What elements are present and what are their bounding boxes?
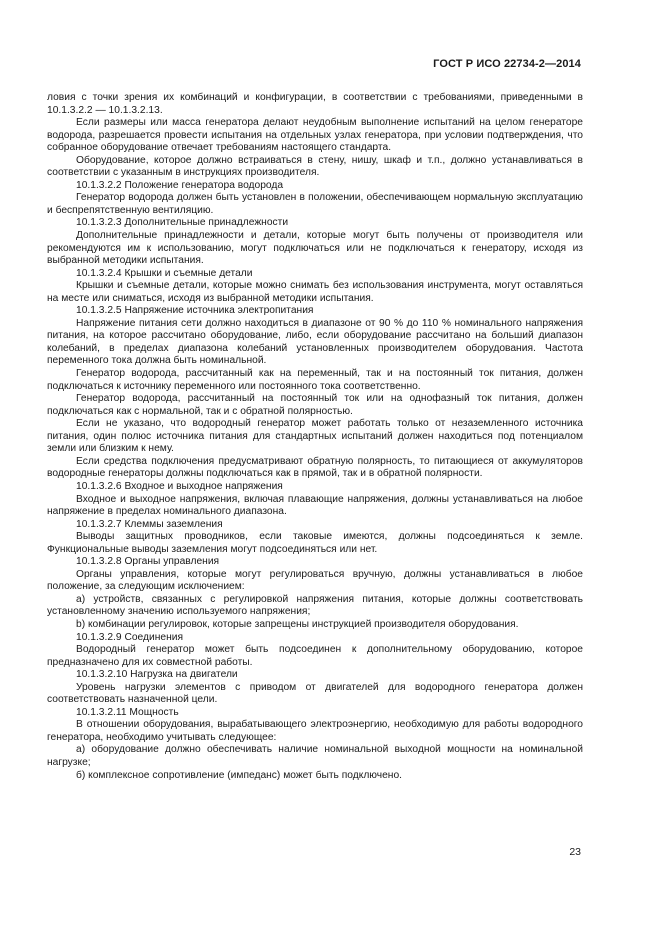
paragraph: б) комплексное сопротивление (импеданс) может быть подключено. [76,769,403,781]
paragraph: Если размеры или масса генератора делают неудобным выполнение испытаний на целом генераторе водорода, разрешается провести испытания на отдельных узлах генератора, при условии подтверждения, что собранное оборудование отвечает требованиям настоящего стандарта. [47,117,583,154]
paragraph: Напряжение питания сети должно находиться в диапазоне от 90 % до 110 % номинального напряжения питания, на которое рассчитано оборудование, либо, если оборудование рассчитано на больший диапазон колебаний, в пределах диапазона колебаний установленных производителем оборудования. Частота переменного тока должна быть номинальной. [47,317,583,367]
section-heading: 10.1.3.2.11 Мощность [76,706,179,718]
paragraph: Если средства подключения предусматривают обратную полярность, то питающиеся от аккумуляторов водородные генераторы должны подключаться как в прямой, так и в обратной полярности. [47,455,583,480]
paragraph: b) комбинации регулировок, которые запрещены инструкцией производителя оборудования. [76,618,519,630]
paragraph: Крышки и съемные детали, которые можно снимать без использования инструмента, могут оставляться на месте или сниматься, исходя из выбранной методики испытания. [47,280,583,304]
document-header: ГОСТ Р ИСО 22734-2—2014 [433,58,581,70]
section-heading: 10.1.3.2.7 Клеммы заземления [76,518,223,530]
section-heading: 10.1.3.2.9 Соединения [76,631,184,643]
paragraph: Генератор водорода, рассчитанный как на переменный, так и на постоянный ток питания, должен подключаться к источнику переменного или постоянного тока соответственно. [47,368,583,392]
paragraph: Входное и выходное напряжения, включая плавающие напряжения, должны устанавливаться на любое напряжение в пределах номинального диапазона. [47,493,583,518]
section-heading: 10.1.3.2.5 Напряжение источника электропитания [76,305,314,317]
paragraph: Выводы защитных проводников, если таковые имеются, должны подсоединяться к земле. Функциональные выводы заземления могут подсоединяться или нет. [47,531,583,555]
document-body [47,92,583,782]
paragraph: Оборудование, которое должно встраиваться в стену, нишу, шкаф и т.п., должно устанавливаться в соответствии с указанным в инструкциях производителя. [47,154,583,179]
paragraph: Генератор водорода, рассчитанный на постоянный ток или на однофазный ток питания, должен подключаться как с нормальной, так и с обратной полярностью. [47,393,583,417]
section-heading: 10.1.3.2.4 Крышки и съемные детали [76,267,253,279]
section-heading: 10.1.3.2.3 Дополнительные принадлежности [76,217,289,229]
paragraph: Генератор водорода должен быть установлен в положении, обеспечивающем нормальную эксплуатацию и беспрепятственную вентиляцию. [47,192,583,216]
section-heading: 10.1.3.2.2 Положение генератора водорода [76,179,284,191]
section-heading: 10.1.3.2.6 Входное и выходное напряжения [76,480,283,492]
paragraph: Водородный генератор может быть подсоединен к дополнительному оборудованию, которое предназначено для их совместной работы. [47,644,583,668]
paragraph: Органы управления, которые могут регулироваться вручную, должны устанавливаться в любое положение, за следующим исключением: [47,568,583,593]
paragraph: ловия с точки зрения их комбинаций и конфигурации, в соответствии с требованиями, приведенными в 10.1.3.2.2 — 10.1.3.2.13. [47,92,583,116]
section-heading: 10.1.3.2.10 Нагрузка на двигатели [76,669,238,681]
paragraph: а) оборудование должно обеспечивать наличие номинальной выходной мощности на номинальной нагрузке; [47,744,583,768]
paragraph: а) устройств, связанных с регулировкой напряжения питания, которые должны соответствовать установленному значению используемого напряжения; [47,593,583,618]
section-heading: 10.1.3.2.8 Органы управления [76,556,220,568]
page-number: 23 [569,846,581,858]
paragraph: В отношении оборудования, вырабатывающего электроэнергию, необходимую для работы водородного генератора, необходимо учитывать следующее: [47,719,583,743]
paragraph: Дополнительные принадлежности и детали, которые могут быть получены от производителя или рекомендуются им к использованию, могут подключаться или не подключаться к генератору, исходя из выбранной методики испытания. [47,230,583,267]
paragraph: Уровень нагрузки элементов с приводом от двигателей для водородного генератора должен соответствовать назначенной цели. [47,681,583,706]
paragraph: Если не указано, что водородный генератор может работать только от незаземленного источника питания, один полюс источника питания для стандартных испытаний должен находиться под потенциалом земли или близким к нему. [47,418,583,455]
